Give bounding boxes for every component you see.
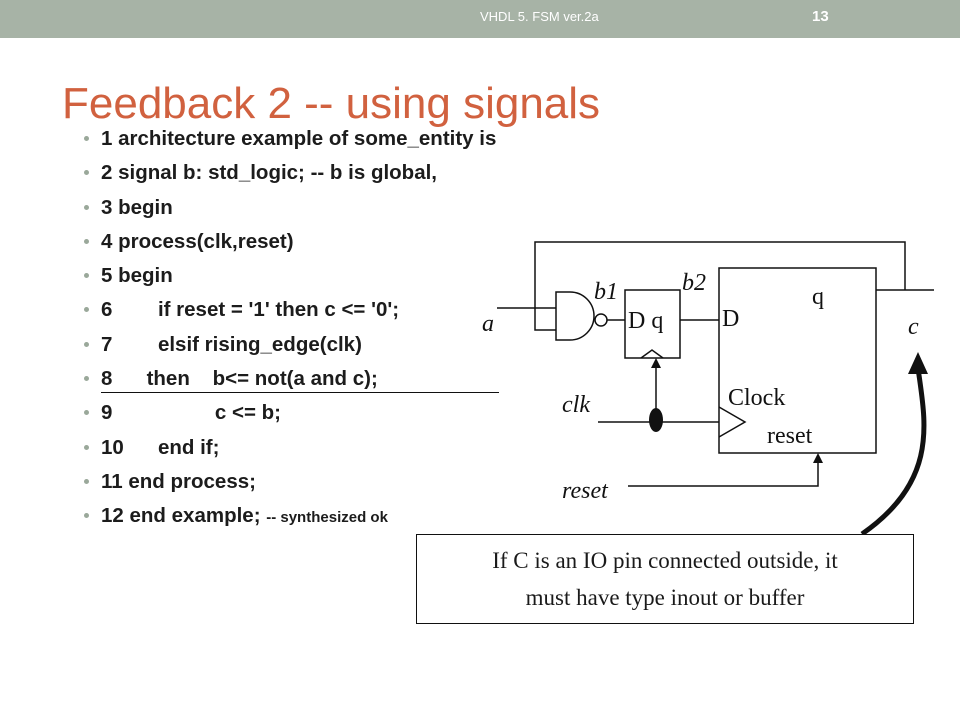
inverter-bubble: [595, 314, 607, 326]
code-line: 3 begin: [84, 191, 644, 225]
label-b2: b2: [682, 270, 706, 296]
code-line: 6 if reset = '1' then c <= '0';: [84, 293, 644, 327]
note-box: [416, 534, 914, 624]
code-line: 5 begin: [84, 259, 644, 293]
deck-title: VHDL 5. FSM ver.2a: [480, 9, 599, 24]
reset-wire: [628, 458, 818, 486]
arrowhead: [908, 352, 928, 374]
code-line: 7 elsif rising_edge(clk): [84, 328, 644, 362]
label-d: D: [722, 306, 740, 332]
label-c: c: [908, 314, 919, 340]
code-line: 4 process(clk,reset): [84, 225, 644, 259]
slide-number: 13: [812, 8, 829, 25]
label-a: a: [482, 311, 494, 337]
arrowhead: [813, 453, 823, 463]
label-reset-signal: reset: [562, 478, 608, 504]
code-line: 11 end process;: [84, 465, 644, 499]
note-line: If C is an IO pin connected outside, it: [492, 548, 838, 573]
code-line: 2 signal b: std_logic; -- b is global,: [84, 156, 644, 190]
label-clock: Clock: [728, 385, 786, 411]
label-q: q: [812, 284, 824, 310]
code-line: 9 c <= b;: [84, 396, 644, 430]
label-dq: D q: [628, 308, 664, 334]
synthesized-note: -- synthesized ok: [266, 509, 388, 527]
label-clk: clk: [562, 392, 590, 418]
slide-title: Feedback 2 -- using signals: [62, 79, 601, 128]
arrowhead: [651, 358, 661, 368]
code-line: 10 end if;: [84, 431, 644, 465]
note-line: must have type inout or buffer: [525, 585, 805, 610]
code-line: 8 then b<= not(a and c);: [84, 362, 644, 396]
code-line: 12 end example; -- synthesized ok: [84, 499, 644, 533]
junction-dot: [649, 408, 663, 432]
nand-gate: [556, 292, 594, 340]
code-line: 1 architecture example of some_entity is: [84, 122, 644, 156]
label-b1: b1: [594, 279, 618, 305]
label-reset-port: reset: [767, 423, 813, 449]
